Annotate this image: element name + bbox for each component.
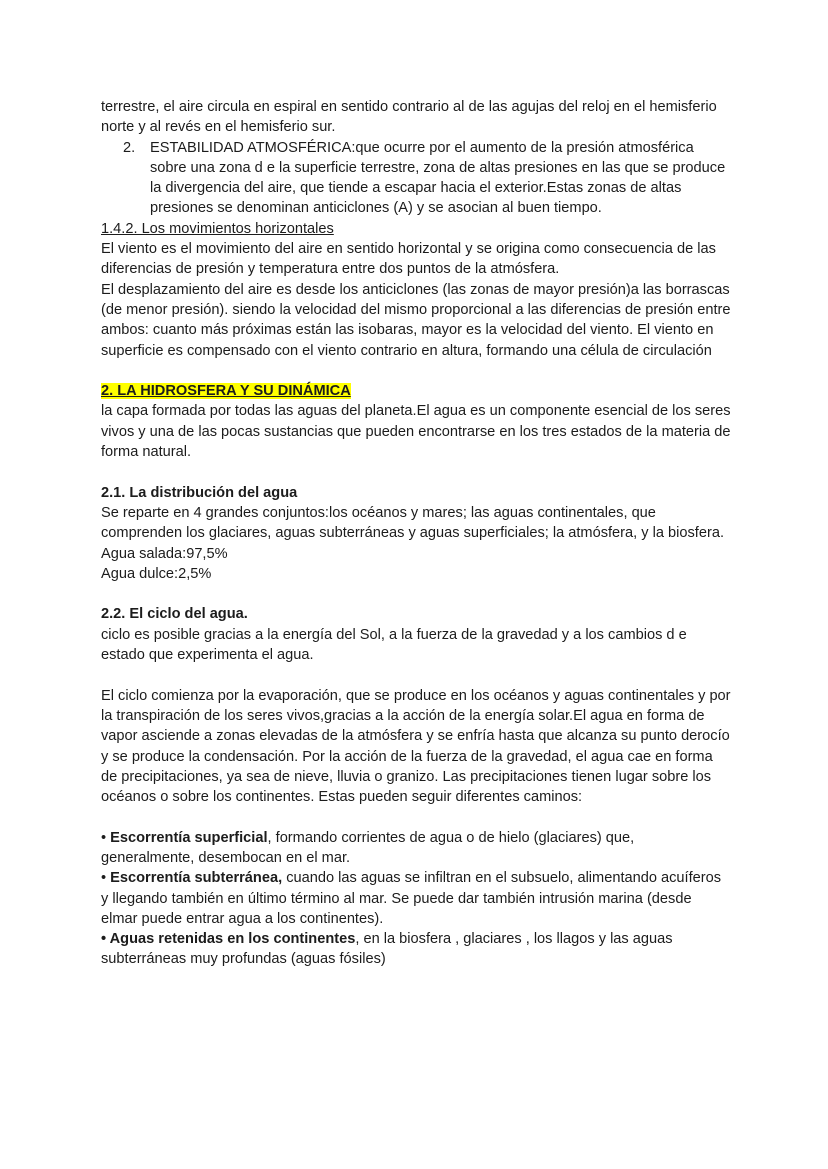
heading-1-4-2: 1.4.2. Los movimientos horizontales (101, 220, 334, 237)
bullet-item-retained-water (101, 929, 731, 970)
intro-paragraph: terrestre, el aire circula en espiral en sentido contrario al de las agujas del reloj en el hemisferio norte y al revés en el hemisferio sur. (101, 99, 717, 136)
bullet-2-bold: Escorrentía subterránea, (110, 870, 283, 887)
spacer (101, 361, 731, 381)
numbered-item-2 (101, 138, 731, 219)
wind-paragraph-2: El desplazamiento del aire es desde los anticiclones (las zonas de mayor presión)a las borrascas (de menor presión). siendo la velocidad del mismo proporcional a las diferencias de presión entre ambos: cuanto más próximas están las isobaras, mayor es la velocidad del viento. El viento en superficie es compensado con el viento contrario en altura, formando una célula de circulación (101, 281, 731, 359)
spacer (101, 665, 731, 685)
bullet-icon: • (101, 870, 107, 887)
item-number: 2. (123, 139, 136, 156)
section-2-title: 2. LA HIDROSFERA Y SU DINÁMICA (101, 383, 351, 400)
wind-paragraph-1: El viento es el movimiento del aire en sentido horizontal y se origina como consecuencia de las diferencias de presión y temperatura entre dos puntos de la atmósfera. (101, 241, 716, 278)
bullet-2-text: cuando las aguas se infiltran en el subsuelo, alimentando acuíferos y llegando también en último término al mar. Se puede dar también intrusión marina (desde elmar puede entrar agua a los continentes). (101, 870, 722, 927)
bullet-3-bold: Aguas retenidas en los continentes (109, 931, 356, 948)
section-2-paragraph: la capa formada por todas las aguas del planeta.El agua es un componente esencial de los seres vivos y una de las pocas sustancias que pueden encontrarse en los tres estados de la materia de forma natural. (101, 403, 731, 461)
heading-2-2: 2.2. El ciclo del agua. (101, 606, 248, 623)
item-2-text: ESTABILIDAD ATMOSFÉRICA:que ocurre por el aumento de la presión atmosférica sobre una zona d e la superficie terrestre, zona de altas presiones en las que se produce la divergencia del aire, que tiende a escapar hacia el exterior.Estas zonas de altas presiones se denominan anticiclones (A) y se asocian al buen tiempo. (150, 139, 726, 217)
document-page (101, 97, 731, 970)
bullet-item-surface-runoff (101, 828, 731, 869)
bullet-icon: • (101, 829, 107, 846)
bullet-3-text: , en la biosfera , glaciares , los llagos y las aguas subterráneas muy profundas (aguas fósiles) (101, 931, 673, 968)
salt-water-line: Agua salada:97,5% (101, 545, 228, 562)
bullet-1-text: , formando corrientes de agua o de hielo (glaciares) que, generalmente, desembocan en el mar. (101, 829, 635, 866)
section-2-title-line (101, 381, 731, 401)
cycle-intro-paragraph: ciclo es posible gracias a la energía del Sol, a la fuerza de la gravedad y a los cambios d e estado que experimenta el agua. (101, 626, 687, 664)
bullet-1-bold: Escorrentía superficial (110, 829, 268, 846)
spacer (101, 807, 731, 827)
cycle-paragraph: El ciclo comienza por la evaporación, que se produce en los océanos y aguas continentales y por la transpiración de los seres vivos,gracias a la acción de la energía solar.El agua en forma de vapor asciende a zonas elevadas de la atmósfera y se enfría hasta que alcanza su punto derocío y se produce la condensación. Por la acción de la fuerza de la gravedad, el agua cae en forma de precipitaciones, ya sea de nieve, lluvia o granizo. Las precipitaciones tienen lugar sobre los océanos o sobre los continentes. Estas pueden seguir diferentes caminos: (101, 687, 731, 806)
bullet-icon: • (101, 931, 107, 948)
fresh-water-line: Agua dulce:2,5% (101, 565, 212, 582)
spacer (101, 584, 731, 604)
distribution-paragraph: Se reparte en 4 grandes conjuntos:los océanos y mares; las aguas continentales, que comprenden los glaciares, aguas subterráneas y aguas superficiales; la atmósfera, y la biosfera. (101, 504, 724, 542)
heading-2-1: 2.1. La distribución del agua (101, 484, 298, 501)
spacer (101, 462, 731, 482)
bullet-item-underground-runoff (101, 868, 731, 929)
